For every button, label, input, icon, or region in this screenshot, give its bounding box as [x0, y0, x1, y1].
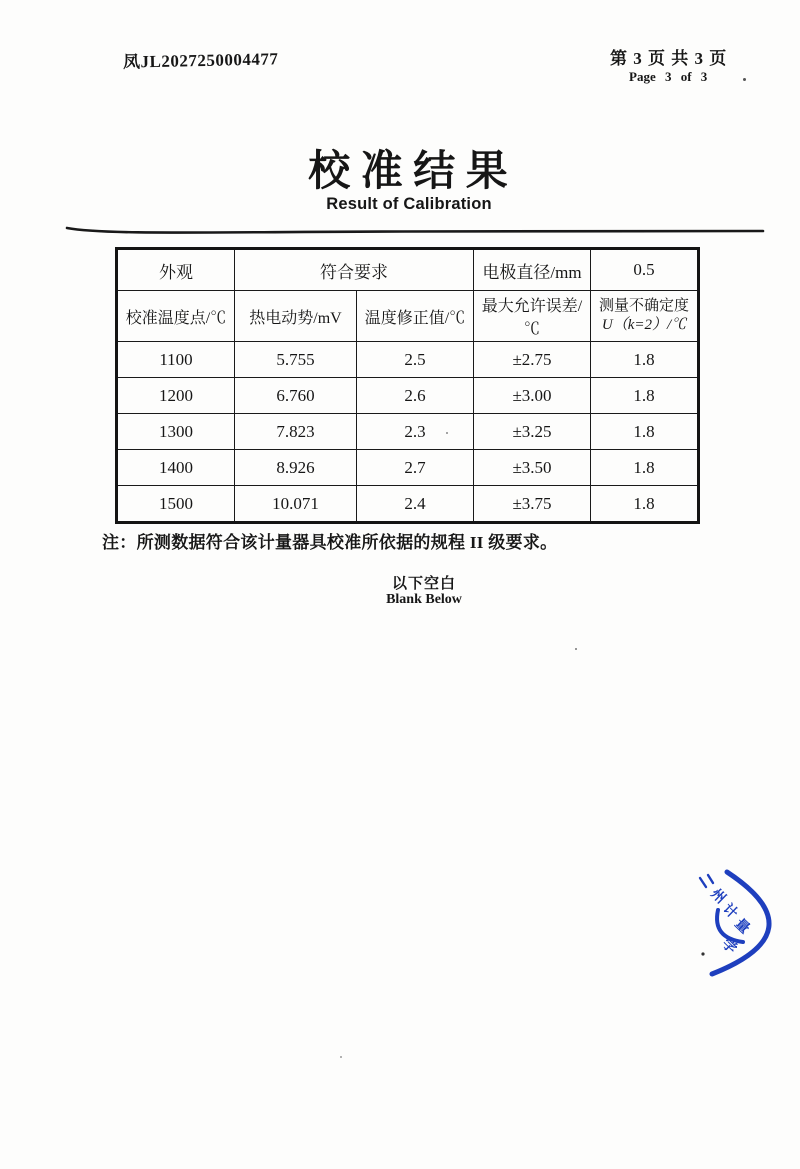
table-row	[117, 450, 699, 486]
column-header: 校准温度点/℃	[117, 291, 235, 342]
cell-uncertainty: 1.8	[591, 342, 699, 378]
cell-uncertainty: 1.8	[591, 486, 699, 523]
cell-max-error: ±3.25	[474, 414, 591, 450]
calibration-results-table	[115, 247, 700, 524]
seal-character: 州	[707, 886, 728, 908]
blank-below-en: Blank Below	[386, 592, 462, 607]
header-divider-line	[64, 224, 766, 238]
cell-max-error: ±3.75	[474, 486, 591, 523]
table-row	[117, 378, 699, 414]
seal-character: 学	[718, 936, 739, 958]
uncertainty-header-line2: U（k=2）/℃	[601, 317, 687, 333]
page-indicator-zh: 第 3 页 共 3 页	[610, 49, 728, 68]
electrode-diameter-label-cell: 电极直径/mm	[474, 249, 591, 291]
electrode-diameter-value-cell: 0.5	[591, 249, 699, 291]
page-subtitle: Result of Calibration	[326, 195, 492, 213]
cell-emf: 10.071	[235, 486, 357, 523]
cell-uncertainty: 1.8	[591, 450, 699, 486]
uncertainty-header-line1: 测量不确定度	[598, 298, 689, 315]
page-title: 校 准 结 果	[308, 149, 508, 195]
cell-emf: 6.760	[235, 378, 357, 414]
table-row	[117, 486, 699, 523]
cell-emf: 8.926	[235, 450, 357, 486]
cell-temperature: 1300	[117, 414, 235, 450]
note-text: 注：所测数据符合该计量器具校准所依据的规程 II 级要求。	[102, 533, 558, 552]
seal-character: 量	[731, 916, 752, 938]
certificate-number: 凤JL2027250004477	[122, 49, 279, 72]
appearance-label-cell: 外观	[117, 249, 235, 291]
cell-correction: 2.6	[357, 378, 474, 414]
cell-temperature: 1400	[117, 450, 235, 486]
scan-speck	[340, 1056, 342, 1058]
scan-speck	[446, 432, 448, 434]
column-header: 热电动势/mV	[235, 291, 357, 342]
cell-correction: 2.3	[357, 414, 474, 450]
cell-temperature: 1100	[117, 342, 235, 378]
cell-uncertainty: 1.8	[591, 414, 699, 450]
cell-correction: 2.4	[357, 486, 474, 523]
cell-uncertainty: 1.8	[591, 378, 699, 414]
cell-correction: 2.5	[357, 342, 474, 378]
seal-character: 计	[719, 901, 740, 923]
table-row	[117, 249, 699, 291]
column-header: 温度修正值/℃	[357, 291, 474, 342]
cell-temperature: 1500	[117, 486, 235, 523]
appearance-value-cell: 符合要求	[235, 249, 474, 291]
scan-speck	[575, 648, 577, 650]
cell-correction: 2.7	[357, 450, 474, 486]
scan-speck	[743, 78, 746, 81]
cell-max-error: ±3.50	[474, 450, 591, 486]
table-row	[117, 414, 699, 450]
cell-temperature: 1200	[117, 378, 235, 414]
page-indicator-en: Page 3 of 3	[629, 69, 708, 84]
cell-emf: 5.755	[235, 342, 357, 378]
table-row	[117, 342, 699, 378]
cell-max-error: ±2.75	[474, 342, 591, 378]
table-header-row	[117, 291, 699, 342]
cell-max-error: ±3.00	[474, 378, 591, 414]
cell-emf: 7.823	[235, 414, 357, 450]
official-seal-partial	[666, 850, 800, 1002]
column-header: 最大允许误差/℃	[474, 291, 591, 342]
blank-below-zh: 以下空白	[391, 576, 456, 592]
column-header-uncertainty	[591, 291, 699, 342]
